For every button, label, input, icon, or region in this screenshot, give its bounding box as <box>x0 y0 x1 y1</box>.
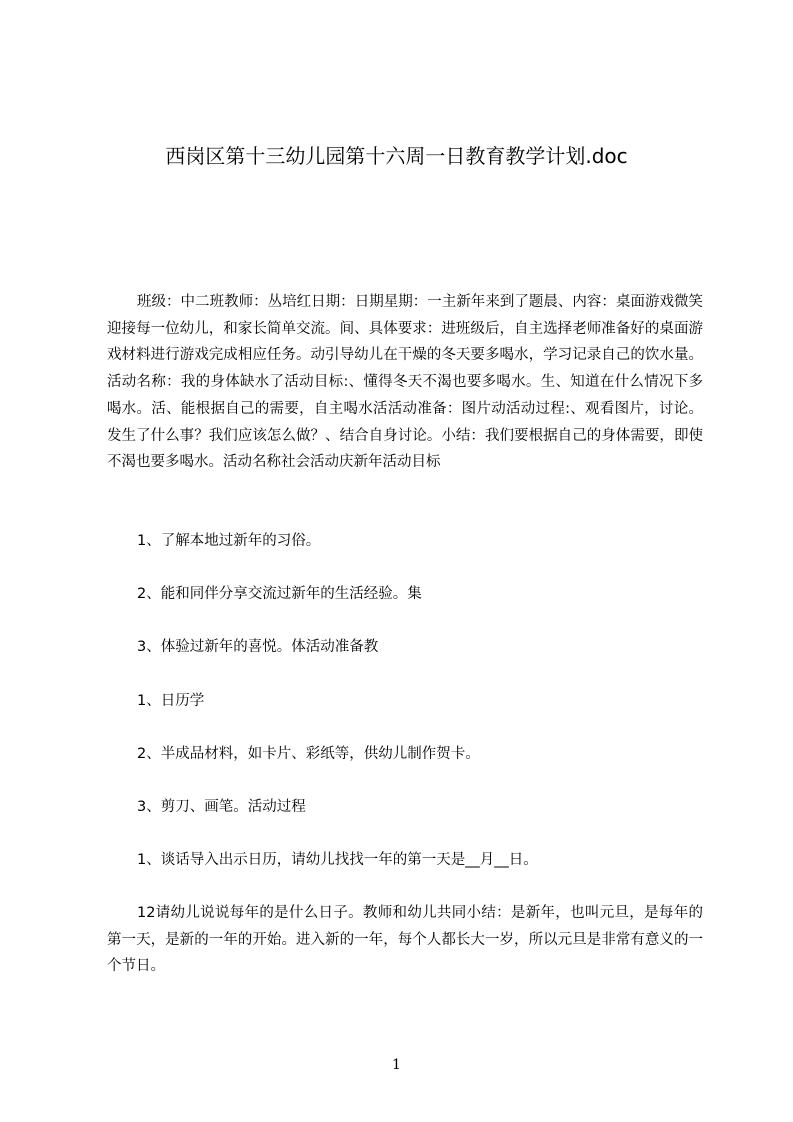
body-paragraph-summary: 12请幼儿说说每年的是什么日子。教师和幼儿共同小结：是新年，也叫元旦，是每年的第一天，是新的一年的开始。进入新的一年，每个人都长大一岁，所以元旦是非常有意义的一个节日。 <box>107 905 703 975</box>
list-item: 2、半成品材料，如卡片、彩纸等，供幼儿制作贺卡。 <box>137 746 480 762</box>
list-item: 1、谈话导入出示日历，请幼儿找找一年的第一天是__月__日。 <box>137 852 538 868</box>
page-number: 1 <box>392 1057 401 1073</box>
list-item: 3、体验过新年的喜悦。体活动准备教 <box>137 639 379 655</box>
body-paragraph-intro: 班级：中二班教师：丛培红日期：日期星期：一主新年来到了题晨、内容：桌面游戏微笑迎接每一位幼儿，和家长简单交流。间、具体要求：进班级后，自主选择老师准备好的桌面游戏材料进行游戏完成相应任务。动引导幼儿在干燥的冬天要多喝水，学习记录自己的饮水量。活动名称：我的身体缺水了活动目标:、懂得冬天不渴也要多喝水。生、知道在什么情况下多喝水。活、能根据自己的需要，自主喝水活活动准备：图片动活动过程:、观看图片，讨论。发生了什么事？我们应该怎么做？、结合自身讨论。小结：我们要根据自己的身体需要，即使不渴也要多喝水。活动名称社会活动庆新年活动目标 <box>107 294 703 471</box>
list-item: 2、能和同伴分享交流过新年的生活经验。集 <box>137 586 422 602</box>
document-title: 西岗区第十三幼儿园第十六周一日教育教学计划.doc <box>165 144 628 168</box>
list-item: 3、剪刀、画笔。活动过程 <box>137 799 306 815</box>
list-item: 1、了解本地过新年的习俗。 <box>137 533 321 549</box>
list-item: 1、日历学 <box>137 693 205 709</box>
